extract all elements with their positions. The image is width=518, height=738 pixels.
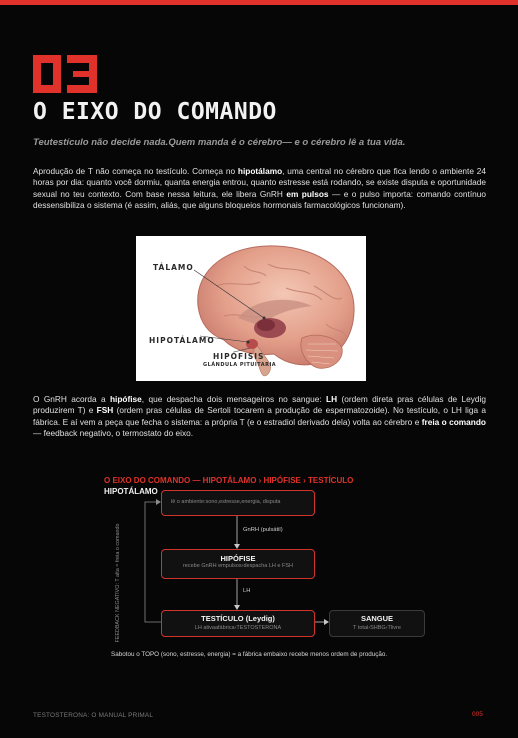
node-sangue-title: SANGUE <box>360 614 394 623</box>
footer-book-title: TESTOSTERONA: O MANUAL PRIMAL <box>33 712 154 719</box>
node-hipofise-sub: recebe GnRH empulsos›despacha LH e FSH <box>182 563 294 569</box>
node-hipofise-title: HIPÓFISE <box>220 554 256 563</box>
label-hipofisis: HIPÓFISIS <box>213 352 265 361</box>
label-hipotalamo: HIPOTÁLAMO <box>149 336 215 345</box>
chapter-title: O EIXO DO COMANDO <box>33 99 277 125</box>
intro-paragraph: Aprodução de T não começa no testículo. Começa no hipotálamo, uma central no cérebro que fica lendo o ambiente 24 horas por dia: quanto você dormiu, quanta energia entrou, quanto estresse está rodando, se existe disputa e oportunidade sexual no teu contexto. Com base nessa leitura, ele libera GnRH em pulsos — e o pulso importa: comando contínuo dessensibiliza o sistema (é assim, aliás, que alguns bloqueios hormonais farmacológicos funcionam). <box>33 166 487 211</box>
node-testiculo-sub: LH ativaafábrica›TESTOSTERONA <box>194 625 282 631</box>
node-hipotalamo <box>161 490 315 516</box>
node-hipofise <box>161 549 315 579</box>
diagram-title: O EIXO DO COMANDO — HIPOTÁLAMO › HIPÓFISE › TESTÍCULO <box>104 476 354 485</box>
edge-lh-label: LH <box>243 588 251 594</box>
label-talamo: TÁLAMO <box>153 263 194 272</box>
node-hipotalamo-title: HIPOTÁLAMO <box>104 487 158 496</box>
body-paragraph: O GnRH acorda a hipófise, que despacha dois mensageiros no sangue: LH (ordem direta pras células de Leydig produzirem T) e FSH (ordem pras células de Sertoli tocarem a produção de espermatozoide). No testículo, o LH liga a fábrica. E aí vem a peça que fecha o sistema: a própria T (e o estradiol derivado dela) volta ao cérebro e freia o comando — feedback negativo, o termostato do eixo. <box>33 394 486 439</box>
node-hipotalamo-sub: lê o ambiente:sono,estresse,energia, disputa <box>171 499 281 505</box>
node-testiculo-title: TESTÍCULO (Leydig) <box>201 614 275 623</box>
node-sangue-sub: T total›SHBG›Tlivre <box>353 625 401 631</box>
label-glandula: GLÁNDULA PITUITARIA <box>203 362 277 368</box>
page-number: 005 <box>472 711 483 718</box>
chapter-subtitle: Teutestículo não decide nada.Quem manda é o cérebro— e o cérebro lê a tua vida. <box>33 137 406 148</box>
diagram-caption: Sabotou o TOPO (sono, estresse, energia) = a fábrica embaixo recebe menos ordem de produção. <box>111 651 388 658</box>
node-testiculo <box>161 610 315 637</box>
feedback-label: FEEDBACK NEGATIVO: T alta = freia o comando <box>115 523 121 643</box>
node-sangue <box>329 610 425 637</box>
edge-gnrh-label: GnRH (pulsátil) <box>243 527 283 533</box>
